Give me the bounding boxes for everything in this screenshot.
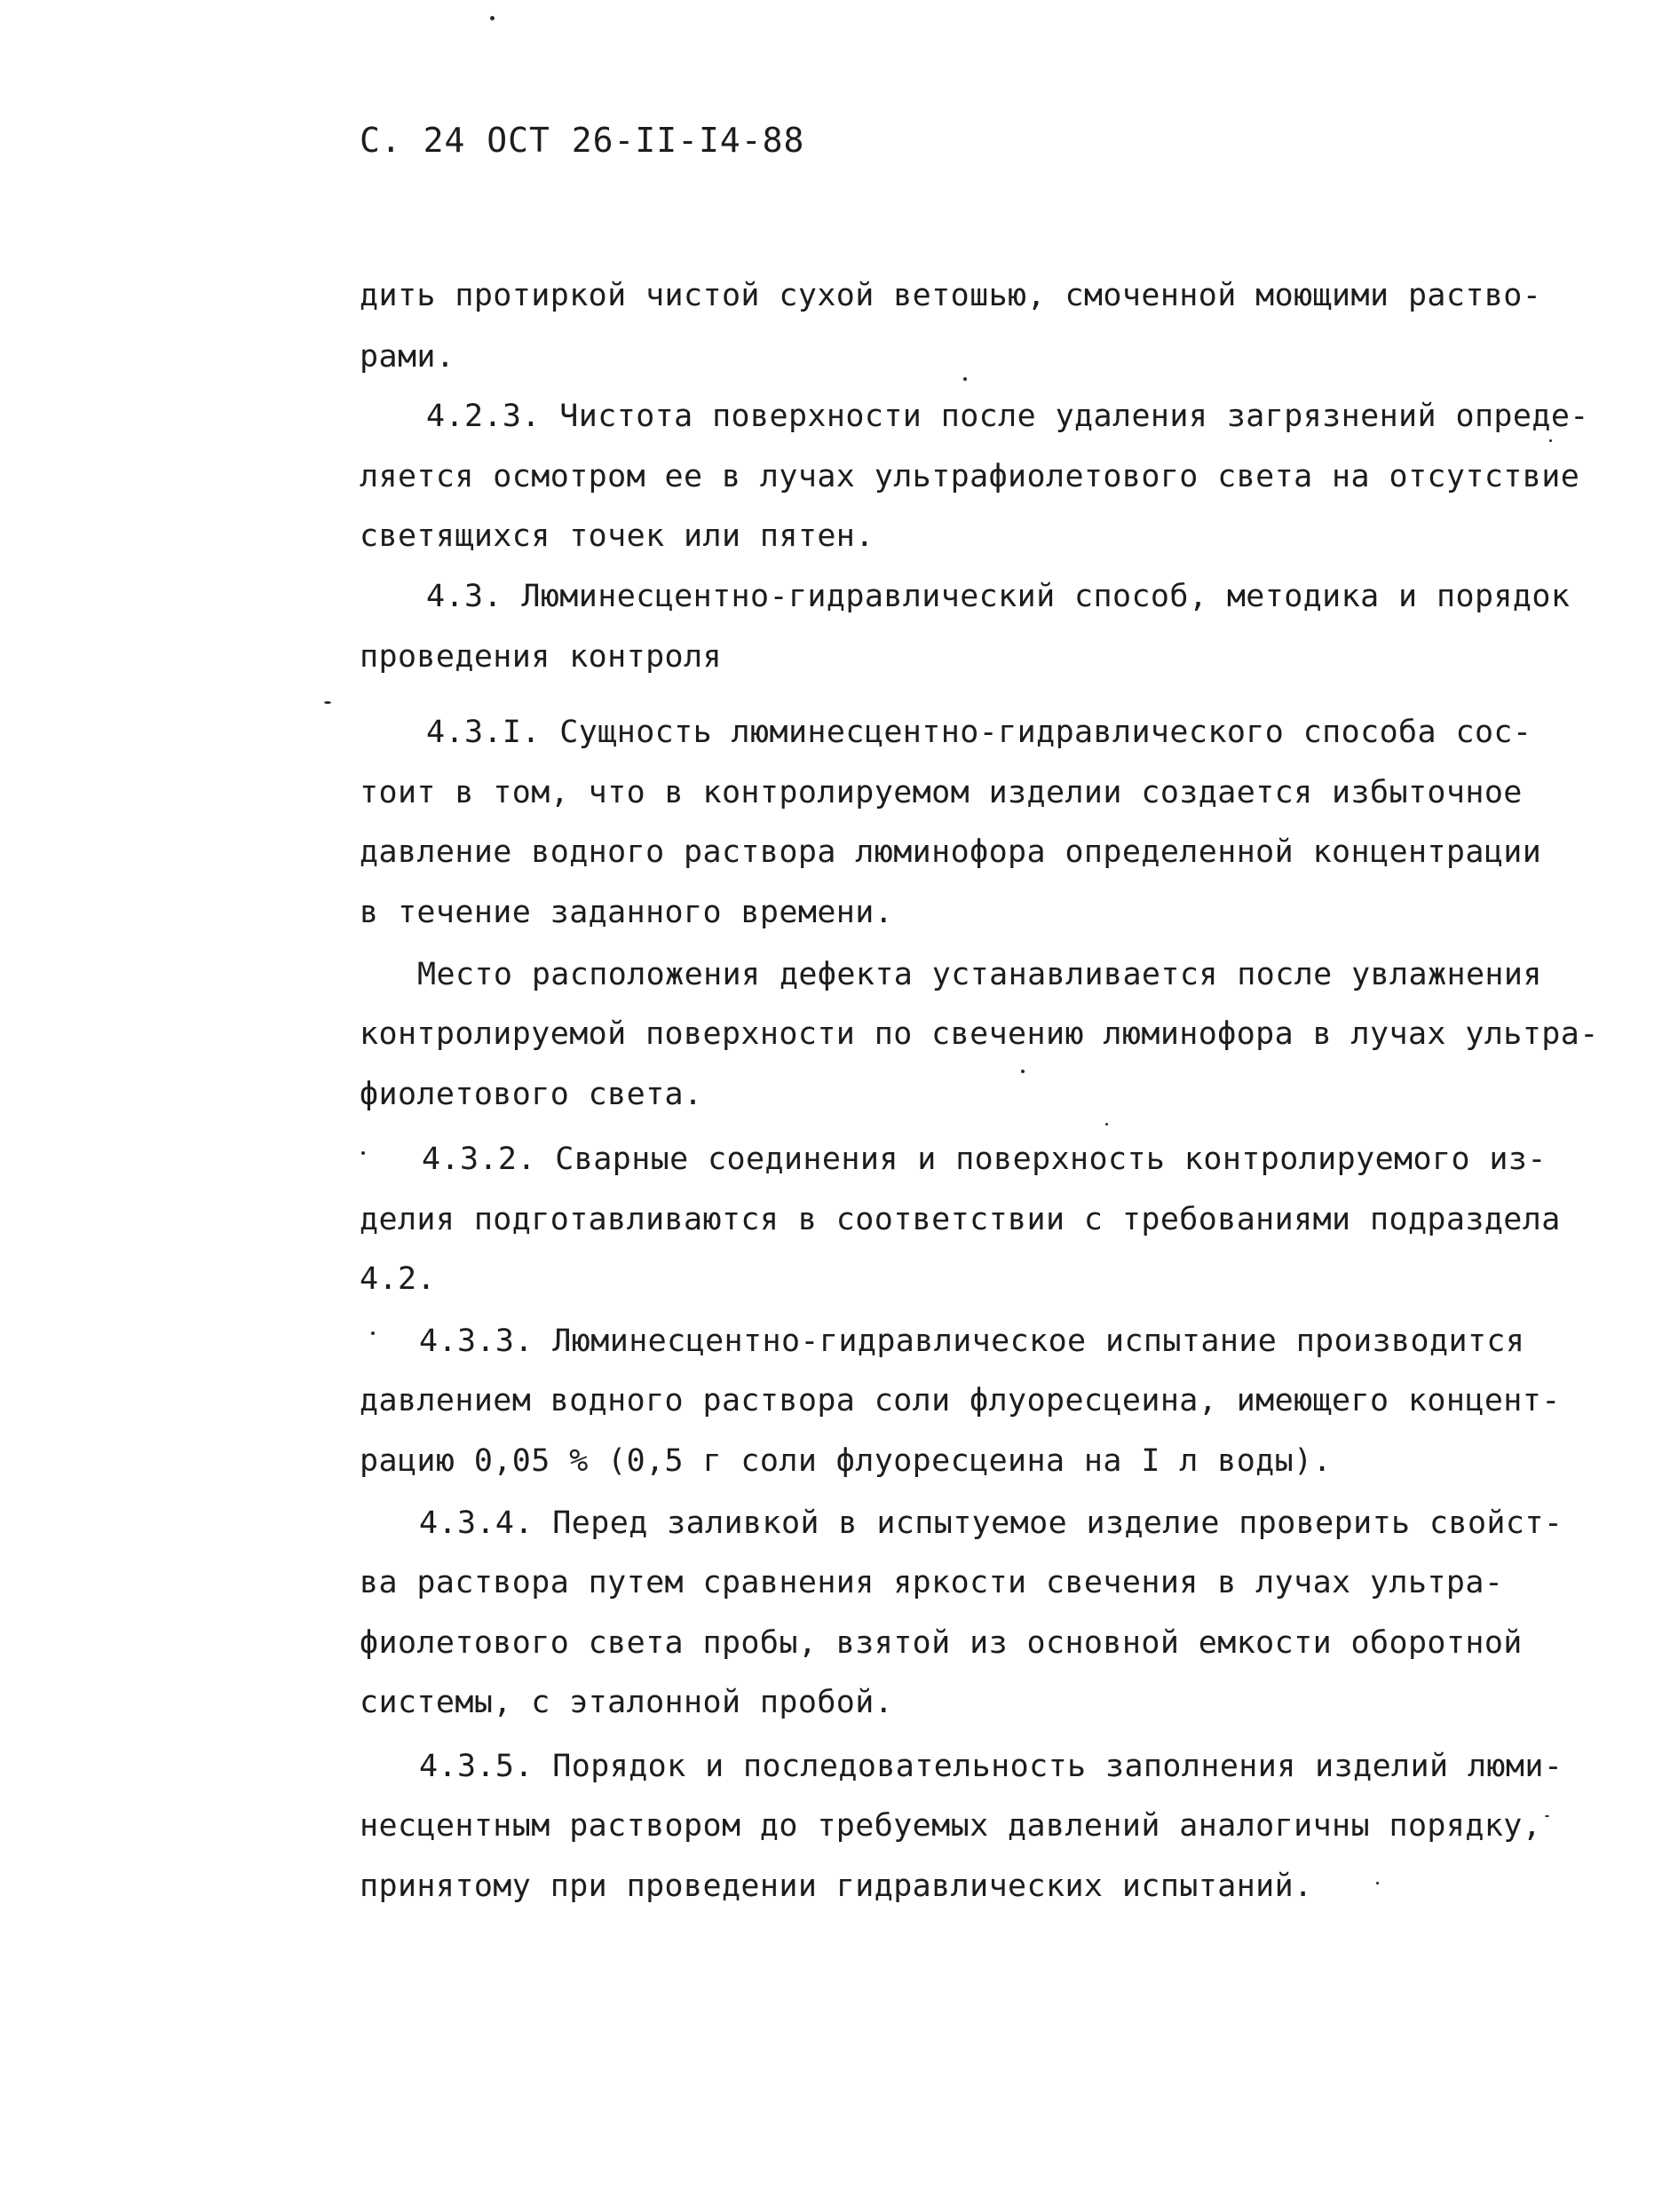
text-line: несцентным раствором до требуемых давлений аналогичны порядку, [360, 1808, 1542, 1844]
text-line: делия подготавливаются в соответствии с требованиями подраздела [360, 1202, 1561, 1237]
text-line: тоит в том, что в контролируемом изделии создается избыточное [360, 775, 1523, 810]
page-header: С. 24 ОСТ 26-II-I4-88 [360, 121, 805, 160]
scan-speck [324, 701, 331, 704]
paragraph-4-3-3: 4.3.3. Люминесцентно-гидравлическое испытание производится [419, 1323, 1525, 1359]
text-line: ляется осмотром ее в лучах ультрафиолетового света на отсутствие [360, 459, 1580, 494]
text-line: рами. [360, 339, 455, 375]
text-line: ва раствора путем сравнения яркости свечения в лучах ультра- [360, 1565, 1504, 1600]
paragraph-4-3-4: 4.3.4. Перед заливкой в испытуемое изделие проверить свойст- [419, 1505, 1563, 1541]
paragraph-defect-location: Место расположения дефекта устанавливается после увлажнения [417, 957, 1542, 992]
text-line: давлением водного раствора соли флуоресцеина, имеющего концент- [360, 1383, 1561, 1418]
section-4-3-heading: 4.3. Люминесцентно-гидравлический способ, методика и порядок [426, 579, 1571, 614]
text-line: принятому при проведении гидравлических испытаний. [360, 1868, 1313, 1904]
paragraph-4-3-2: 4.3.2. Сварные соединения и поверхность контролируемого из- [422, 1142, 1547, 1177]
scan-speck [1549, 439, 1552, 442]
text-line: дить протиркой чистой сухой ветошью, смоченной моющими раство- [360, 278, 1542, 313]
text-line: проведения контроля [360, 639, 722, 675]
text-line: контролируемой поверхности по свечению люминофора в лучах ультра- [360, 1016, 1599, 1052]
text-line: системы, с эталонной пробой. [360, 1685, 894, 1720]
scan-speck [371, 1331, 375, 1335]
scan-speck [963, 377, 967, 381]
text-line: 4.2. [360, 1261, 436, 1297]
scan-speck [1376, 1882, 1379, 1884]
text-line: рацию 0,05 % (0,5 г соли флуоресцеина на I л воды). [360, 1443, 1333, 1479]
scan-speck [1545, 1815, 1549, 1817]
scan-speck [490, 16, 495, 20]
paragraph-4-3-1: 4.3.I. Сущность люминесцентно-гидравлического способа сос- [426, 715, 1532, 750]
paragraph-4-2-3: 4.2.3. Чистота поверхности после удаления загрязнений опреде- [426, 399, 1589, 434]
scan-speck [1105, 1123, 1108, 1126]
text-line: фиолетового света. [360, 1077, 703, 1112]
text-line: давление водного раствора люминофора определенной концентрации [360, 834, 1542, 870]
text-line: в течение заданного времени. [360, 895, 894, 930]
scan-speck [361, 1151, 365, 1155]
scan-speck [1021, 1070, 1025, 1073]
text-line: фиолетового света пробы, взятой из основной емкости оборотной [360, 1625, 1523, 1661]
text-line: светящихся точек или пятен. [360, 518, 875, 554]
paragraph-4-3-5: 4.3.5. Порядок и последовательность заполнения изделий люми- [419, 1749, 1563, 1784]
